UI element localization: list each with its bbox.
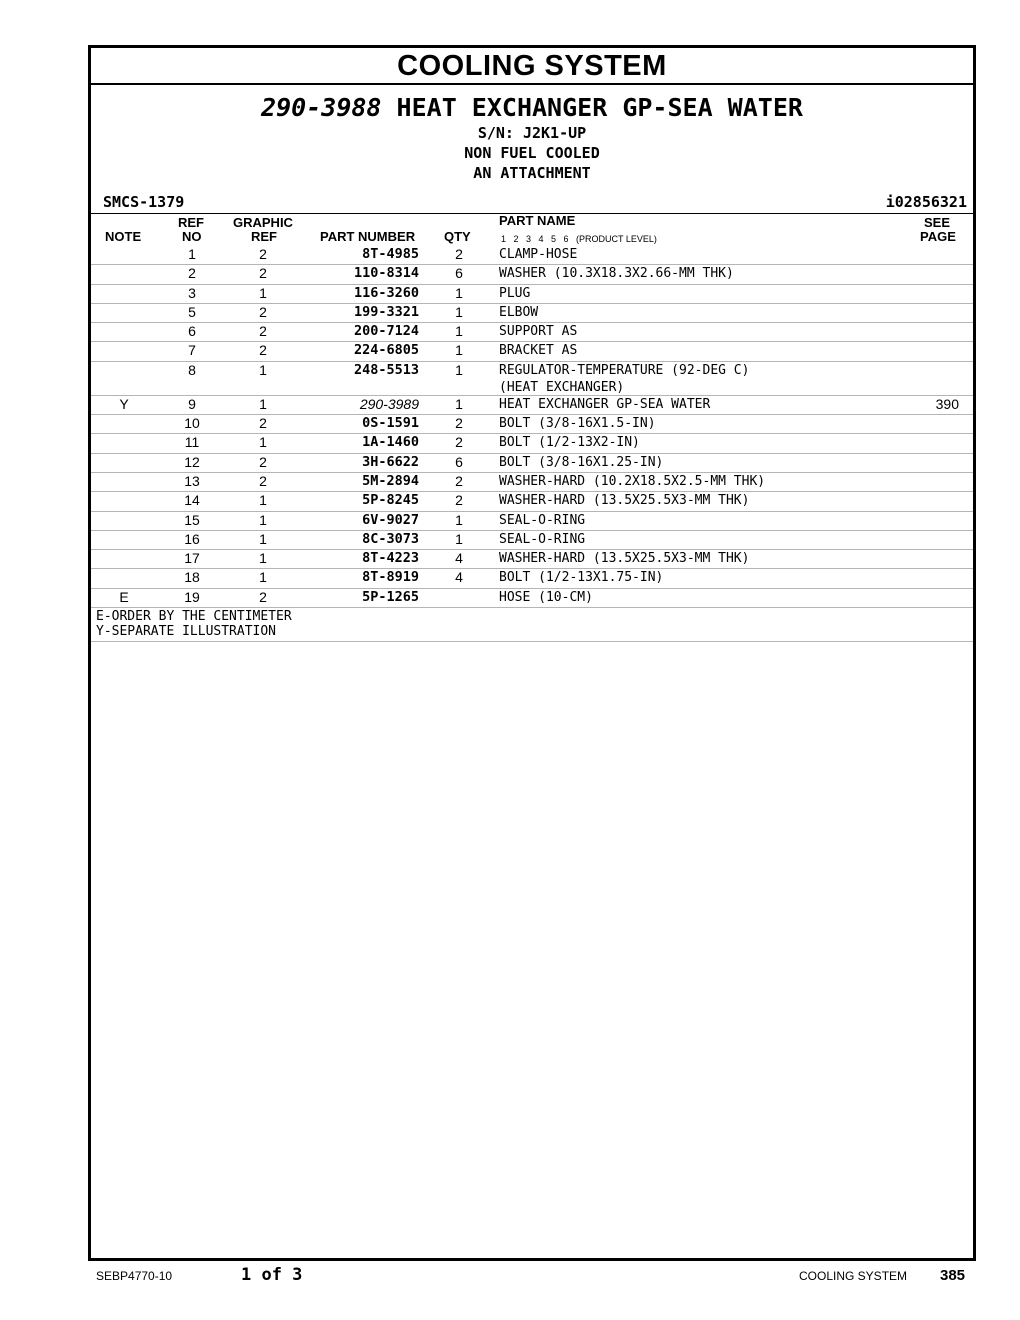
part-number-cell[interactable]: 3H-6622 [362, 453, 419, 470]
graphic-ref-cell: 2 [259, 472, 267, 489]
ref-number-cell: 14 [184, 492, 200, 509]
qty-cell: 2 [455, 415, 463, 432]
part-number-cell[interactable]: 290-3989 [359, 395, 419, 412]
graphic-ref-cell: 2 [259, 453, 267, 470]
table-row [91, 473, 973, 492]
note-e: E-ORDER BY THE CENTIMETER [96, 609, 292, 625]
graphic-ref-cell: 2 [259, 246, 267, 262]
part-number-cell[interactable]: 200-7124 [353, 323, 419, 340]
graphic-ref-cell: 2 [259, 265, 267, 282]
table-row [91, 434, 973, 453]
footer-page-of: 1 of 3 [241, 1265, 303, 1285]
graphic-ref-cell: 1 [259, 361, 267, 378]
qty-cell: 1 [455, 530, 463, 547]
ref-number-cell: 12 [184, 453, 200, 470]
header-note: NOTE [105, 229, 142, 244]
part-number-cell[interactable]: 1A-1460 [362, 434, 419, 451]
ref-number-cell: 1 [188, 246, 196, 262]
part-number-cell[interactable]: 0S-1591 [362, 415, 419, 432]
ref-number-cell: 2 [188, 265, 196, 282]
part-name-cell: PLUG [499, 285, 531, 301]
header-part-number: PART NUMBER [320, 229, 416, 244]
part-name-cell: BOLT (3/8-16X1.25-IN) [499, 454, 664, 470]
header-graphic-top: GRAPHIC [233, 215, 293, 230]
part-name-cell: HOSE (10-CM) [499, 589, 593, 605]
qty-cell: 1 [455, 395, 463, 412]
table-row [91, 589, 973, 608]
part-number-cell[interactable]: 5P-8245 [362, 492, 419, 509]
graphic-ref-cell: 2 [259, 323, 267, 340]
graphic-ref-cell: 1 [259, 530, 267, 547]
part-number-cell[interactable]: 8T-4985 [362, 246, 419, 262]
assembly-qualifier: NON FUEL COOLED [464, 144, 600, 162]
part-number-cell[interactable]: 6V-9027 [362, 511, 419, 528]
table-row [91, 396, 973, 415]
graphic-ref-cell: 1 [259, 284, 267, 301]
table-header [91, 214, 973, 246]
graphic-ref-cell: 2 [259, 303, 267, 320]
table-row [91, 454, 973, 473]
ref-number-cell: 11 [184, 434, 200, 451]
graphic-ref-cell: 2 [259, 415, 267, 432]
table-row [91, 550, 973, 569]
part-name-cell: BOLT (3/8-16X1.5-IN) [499, 416, 656, 432]
section-title: COOLING SYSTEM [91, 48, 973, 85]
ref-number-cell: 5 [188, 303, 196, 320]
smcs-code: SMCS-1379 [103, 193, 185, 211]
part-number-cell[interactable]: 8T-8919 [362, 569, 419, 586]
graphic-ref-cell: 1 [259, 550, 267, 567]
graphic-ref-cell: 2 [259, 342, 267, 359]
table-row [91, 342, 973, 361]
ref-number-cell: 17 [184, 550, 200, 567]
serial-range: S/N: J2K1-UP [477, 124, 587, 142]
part-name-cell: WASHER (10.3X18.3X2.66-MM THK) [499, 266, 734, 282]
part-name-cell: SUPPORT AS [499, 324, 578, 340]
header-graphic-bottom: REF [251, 229, 277, 244]
ref-number-cell: 13 [184, 472, 200, 489]
header-see-bottom: PAGE [920, 229, 956, 244]
ref-number-cell: 8 [188, 361, 196, 378]
illustration-id: i02856321 [885, 193, 967, 211]
notes-legend [91, 608, 973, 642]
ref-number-cell: 10 [184, 415, 200, 432]
part-number-cell[interactable]: 224-6805 [353, 342, 419, 359]
identifier-row [91, 191, 973, 214]
part-number-cell[interactable]: 5P-1265 [362, 588, 419, 605]
part-number-cell[interactable]: 8T-4223 [362, 550, 419, 567]
part-number-cell[interactable]: 5M-2894 [362, 472, 419, 489]
header-ref-top: REF [178, 215, 204, 230]
part-name-cell: SEAL-O-RING [499, 512, 586, 528]
note-cell: Y [119, 395, 129, 412]
footer-page-number: 385 [940, 1267, 966, 1284]
header-qty: QTY [444, 229, 471, 244]
header-see-top: SEE [924, 215, 951, 230]
table-row [91, 492, 973, 511]
ref-number-cell: 7 [188, 342, 196, 359]
qty-cell: 6 [455, 453, 463, 470]
header-ref-bottom: NO [182, 229, 202, 244]
part-number-cell[interactable]: 248-5513 [353, 361, 419, 378]
footer-doc-number: SEBP4770-10 [96, 1269, 173, 1283]
table-row [91, 362, 973, 396]
ref-number-cell: 3 [188, 284, 196, 301]
table-row [91, 246, 973, 265]
qty-cell: 2 [455, 246, 463, 262]
footer-section: COOLING SYSTEM [799, 1269, 908, 1283]
note-y: Y-SEPARATE ILLUSTRATION [96, 624, 277, 640]
ref-number-cell: 16 [184, 530, 200, 547]
part-number-cell[interactable]: 110-8314 [353, 265, 419, 282]
part-name-cell: ELBOW [499, 304, 539, 320]
qty-cell: 1 [455, 511, 463, 528]
table-row [91, 415, 973, 434]
part-name-cell: BRACKET AS [499, 343, 578, 359]
assembly-part-number[interactable]: 290-3988 [261, 93, 382, 122]
graphic-ref-cell: 1 [259, 395, 267, 412]
header-part-name: PART NAME [499, 213, 576, 228]
qty-cell: 6 [455, 265, 463, 282]
table-row [91, 531, 973, 550]
part-number-cell[interactable]: 116-3260 [353, 284, 419, 301]
assembly-title [91, 93, 973, 123]
part-name-cell: REGULATOR-TEMPERATURE (92-DEG C) (HEAT EXCHANGER) [499, 362, 750, 395]
qty-cell: 2 [455, 492, 463, 509]
part-name-cell: WASHER-HARD (13.5X25.5X3-MM THK) [499, 551, 750, 567]
ref-number-cell: 15 [184, 511, 200, 528]
page-footer [0, 1265, 1020, 1289]
qty-cell: 1 [455, 323, 463, 340]
graphic-ref-cell: 1 [259, 492, 267, 509]
part-name-cell: HEAT EXCHANGER GP-SEA WATER [499, 396, 711, 412]
part-name-cell: WASHER-HARD (10.2X18.5X2.5-MM THK) [499, 473, 766, 489]
table-row [91, 569, 973, 588]
table-row [91, 285, 973, 304]
qty-cell: 1 [455, 284, 463, 301]
qty-cell: 2 [455, 472, 463, 489]
table-row [91, 512, 973, 531]
assembly-type: AN ATTACHMENT [473, 164, 591, 182]
part-name-cell: CLAMP-HOSE [499, 247, 578, 262]
qty-cell: 1 [455, 303, 463, 320]
part-name-cell: BOLT (1/2-13X2-IN) [499, 435, 640, 451]
ref-number-cell: 6 [188, 323, 196, 340]
see-page-cell[interactable]: 390 [935, 395, 959, 412]
ref-number-cell: 9 [188, 395, 196, 412]
graphic-ref-cell: 1 [259, 511, 267, 528]
graphic-ref-cell: 2 [259, 588, 267, 605]
table-row [91, 304, 973, 323]
note-cell: E [119, 588, 129, 605]
header-product-level: 1 2 3 4 5 6 (PRODUCT LEVEL) [501, 234, 657, 244]
part-name-cell: BOLT (1/2-13X1.75-IN) [499, 570, 664, 586]
qty-cell: 4 [455, 550, 463, 567]
qty-cell: 1 [455, 342, 463, 359]
table-row [91, 323, 973, 342]
part-name-cell: SEAL-O-RING [499, 531, 586, 547]
graphic-ref-cell: 1 [259, 569, 267, 586]
ref-number-cell: 19 [184, 588, 200, 605]
part-number-cell[interactable]: 199-3321 [353, 303, 419, 320]
graphic-ref-cell: 1 [259, 434, 267, 451]
qty-cell: 4 [455, 569, 463, 586]
assembly-name: HEAT EXCHANGER GP-SEA WATER [396, 93, 803, 122]
parts-page-frame [88, 45, 976, 1261]
table-row [91, 265, 973, 284]
part-number-cell[interactable]: 8C-3073 [362, 530, 419, 547]
qty-cell: 1 [455, 361, 463, 378]
part-name-cell: WASHER-HARD (13.5X25.5X3-MM THK) [499, 493, 750, 509]
ref-number-cell: 18 [184, 569, 200, 586]
parts-table-body [91, 246, 973, 608]
qty-cell: 2 [455, 434, 463, 451]
